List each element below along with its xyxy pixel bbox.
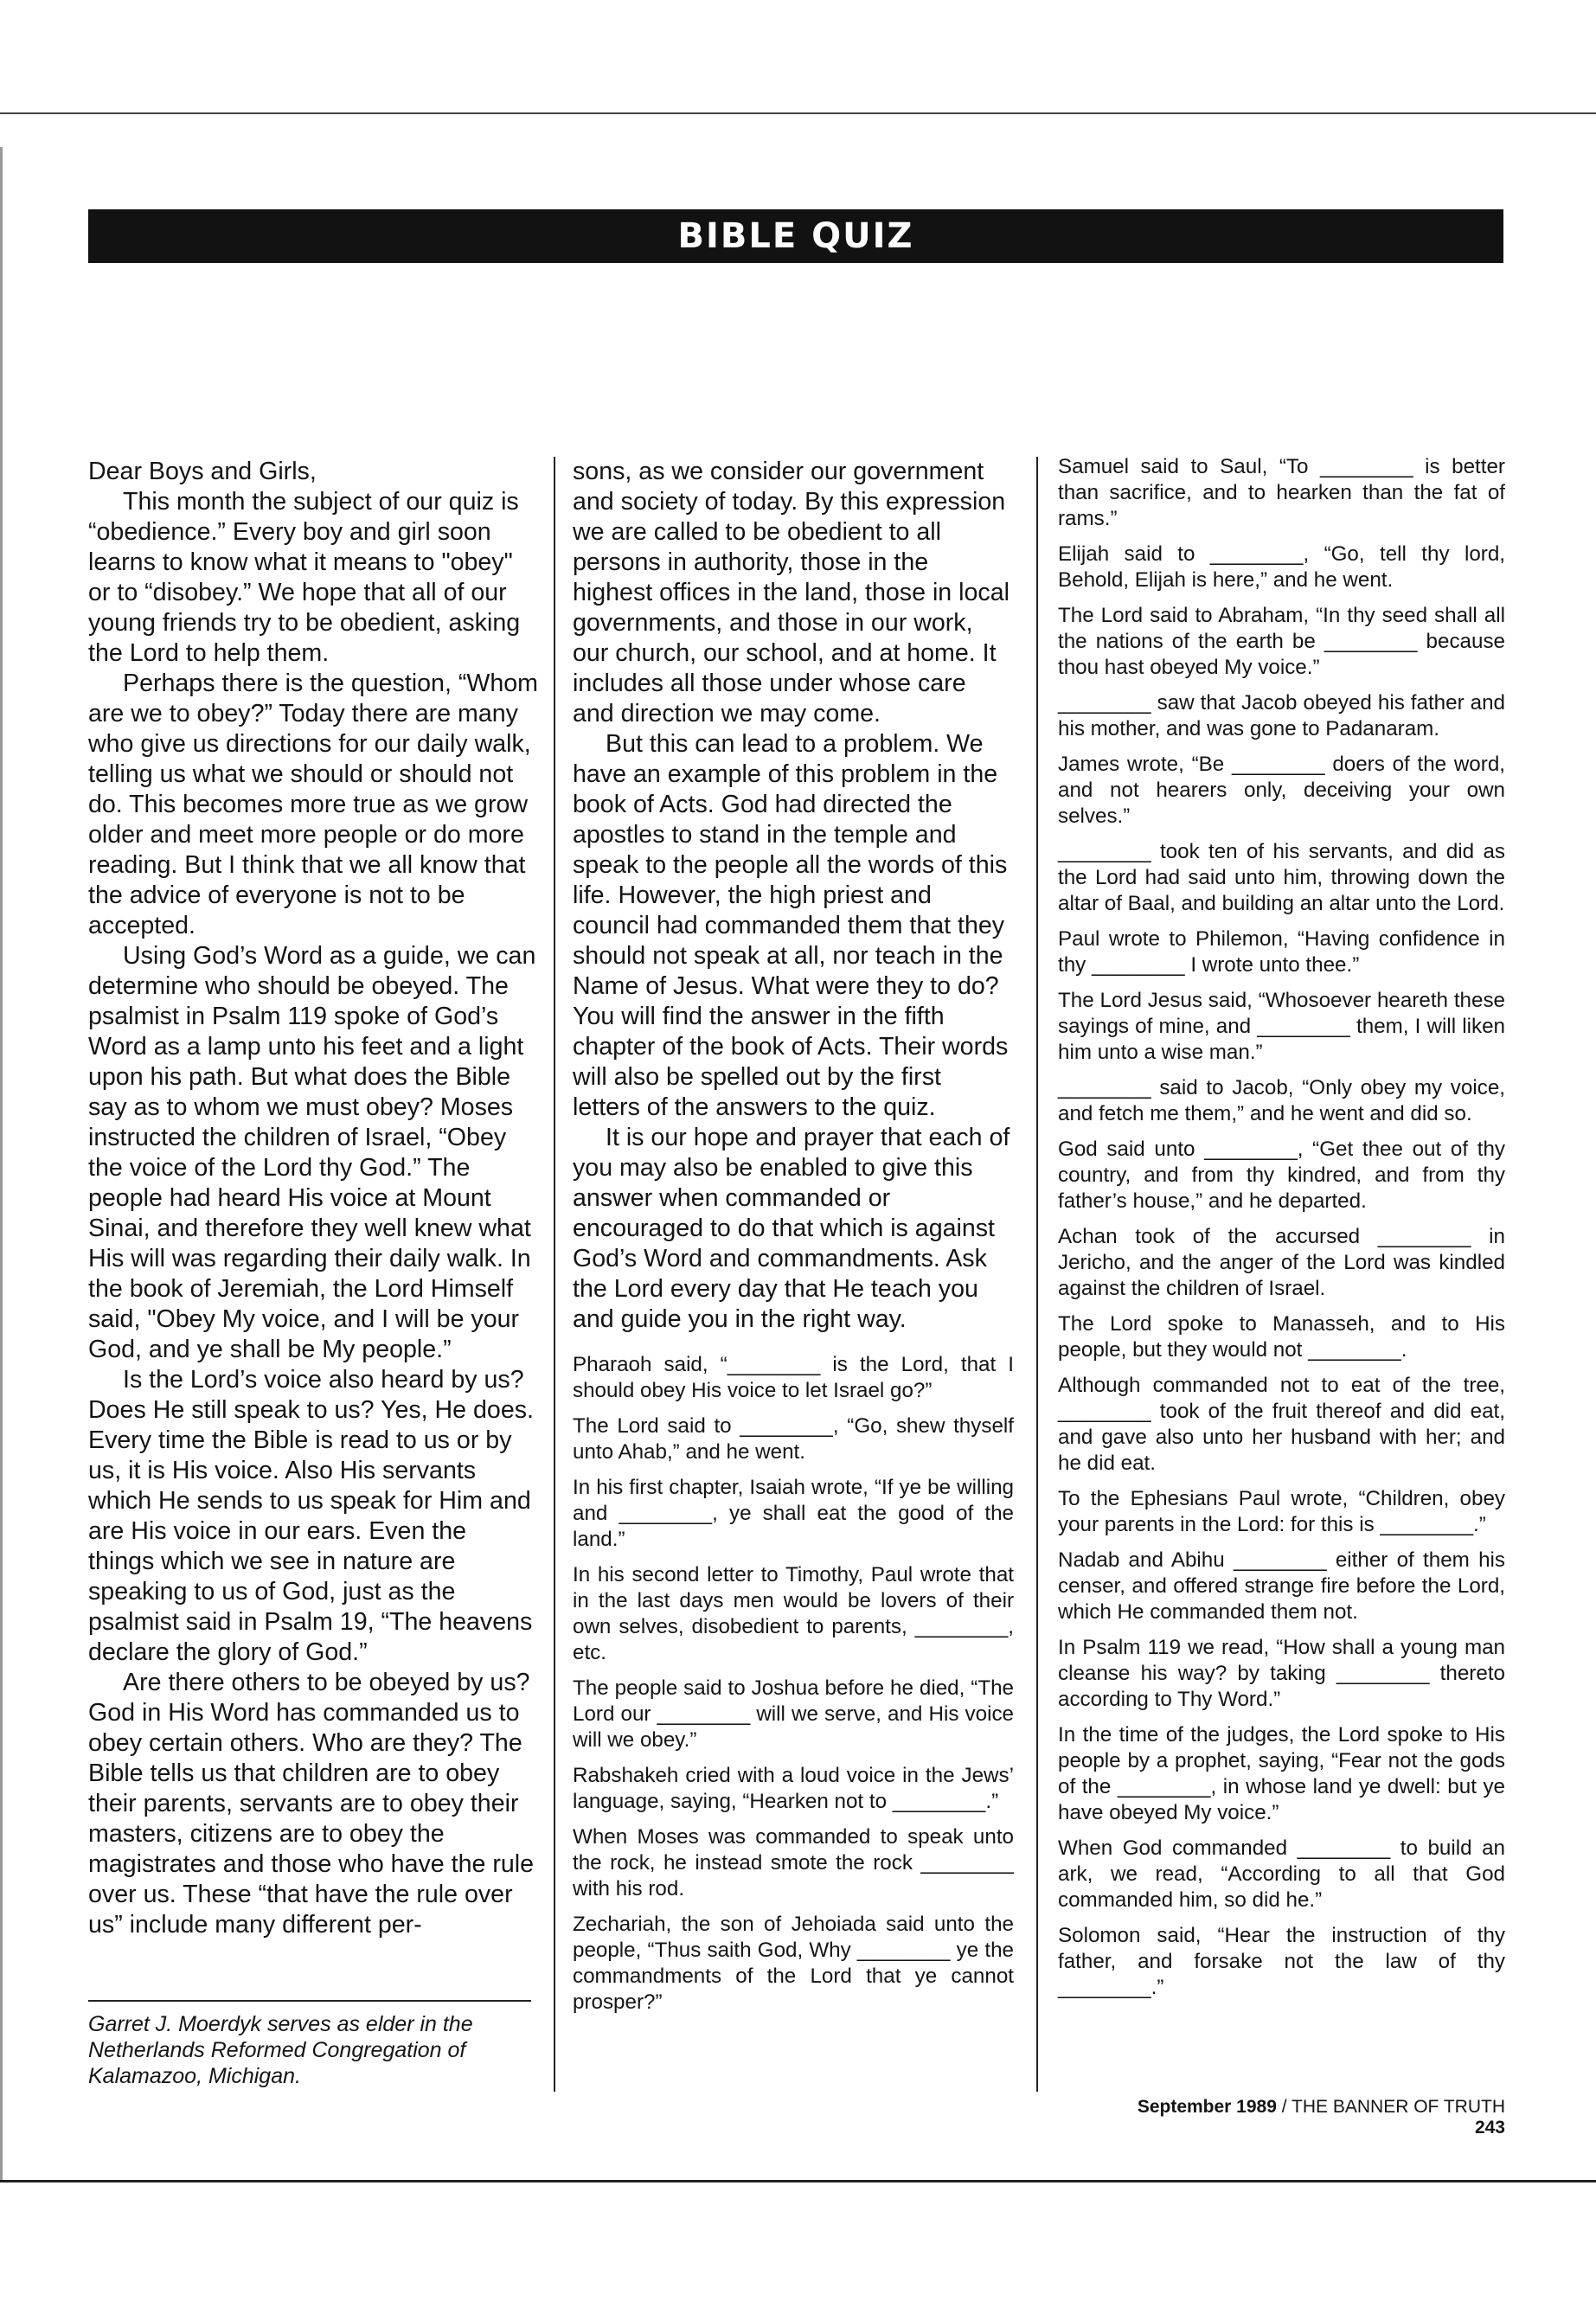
page-edge <box>0 147 3 2180</box>
intro-paragraph: This month the subject of our quiz is “obedience.” Every boy and girl soon learns to know what it means to "obey" or to “disobey.” We hope that all of our young friends try to be obedient, asking the Lord to help them. <box>88 488 521 667</box>
quiz-question: In his second letter to Timothy, Paul wrote that in the last days men would be lovers of their own selves, disobedient to parents, ________, etc. <box>573 1563 1014 1664</box>
quiz-list-col3 <box>1058 454 1505 2010</box>
quiz-question: The Lord Jesus said, “Whosoever heareth these sayings of mine, and ________ them, I will liken him unto a wise man.” <box>1058 989 1505 1064</box>
quiz-question: Solomon said, “Hear the instruction of thy father, and forsake not the law of thy ________.” <box>1058 1924 1505 1999</box>
quiz-question: The Lord spoke to Manasseh, and to His people, but they would not ________. <box>1058 1312 1505 1362</box>
author-note-rule <box>88 2000 531 2002</box>
quiz-question: Zechariah, the son of Jehoiada said unto the people, “Thus saith God, Why ________ ye the commandments of the Lord that ye cannot prosper?” <box>573 1913 1014 2014</box>
page-number: 243 <box>1474 2118 1505 2138</box>
quiz-question: ________ said to Jacob, “Only obey my voice, and fetch me them,” and he went and did so. <box>1058 1076 1505 1125</box>
quiz-question: In the time of the judges, the Lord spoke to His people by a prophet, saying, “Fear not the gods of the ________, in whose land ye dwell: but ye have obeyed My voice.” <box>1058 1723 1505 1824</box>
quiz-question: The people said to Joshua before he died, “The Lord our ________ will we serve, and His voice will we obey.” <box>573 1676 1014 1752</box>
intro-paragraph: Using God’s Word as a guide, we can determine who should be obeyed. The psalmist in Psalm 119 spoke of God’s Word as a lamp unto his feet and a light upon his path. But what does the Bible say as to whom we must obey? Moses instructed the children of Israel, “Obey the voice of the Lord thy God.” The people had heard His voice at Mount Sinai, and therefore they well knew what His will was regarding their daily walk. In the book of Jeremiah, the Lord Himself said, "Obey My voice, and I will be your God, and ye shall be My people.” <box>88 942 536 1363</box>
quiz-question: Although commanded not to eat of the tree, ________ took of the fruit thereof and did eat, and gave also unto her husband with her; and he did eat. <box>1058 1374 1505 1475</box>
footer-date: September 1989 <box>1137 2097 1277 2117</box>
quiz-question: In his first chapter, Isaiah wrote, “If ye be willing and ________, ye shall eat the good of the land.” <box>573 1476 1014 1551</box>
quiz-banner <box>88 209 1503 263</box>
quiz-question: James wrote, “Be ________ doers of the word, and not hearers only, deceiving your own selves.” <box>1058 753 1505 828</box>
intro-paragraph: Is the Lord’s voice also heard by us? Does He still speak to us? Yes, He does. Every time the Bible is read to us or by us, it is His voice. Also His servants which He sends to us speak for Him and are His voice in our ears. Even the things which we see in nature are speaking to us of God, just as the psalmist said in Psalm 19, “The heavens declare the glory of God.” <box>88 1366 534 1666</box>
quiz-question: To the Ephesians Paul wrote, “Children, obey your parents in the Lord: for this is ________.” <box>1058 1487 1505 1536</box>
quiz-question: Achan took of the accursed ________ in Jericho, and the anger of the Lord was kindled against the children of Israel. <box>1058 1225 1505 1300</box>
quiz-question: The Lord said to Abraham, “In thy seed shall all the nations of the earth be ________ because thou hast obeyed My voice.” <box>1058 604 1505 679</box>
quiz-question: Rabshakeh cried with a loud voice in the Jews’ language, saying, “Hearken not to ________.” <box>573 1764 1014 1813</box>
quiz-question: ________ saw that Jacob obeyed his father and his mother, and was gone to Padanaram. <box>1058 691 1505 740</box>
bottom-rule <box>0 2180 1596 2182</box>
greeting: Dear Boys and Girls, <box>88 458 317 485</box>
top-rule <box>0 112 1596 114</box>
quiz-question: When God commanded ________ to build an ark, we read, “According to all that God commanded him, so did he.” <box>1058 1836 1505 1912</box>
column-divider <box>1036 457 1038 2092</box>
quiz-question: ________ took ten of his servants, and did as the Lord had said unto him, throwing down the altar of Baal, and building an altar unto the Lord. <box>1058 840 1505 915</box>
intro-column-1 <box>88 457 538 1940</box>
footer-publication: THE BANNER OF TRUTH <box>1292 2097 1505 2117</box>
footer-separator: / <box>1276 2097 1292 2117</box>
author-note: Garret J. Moerdyk serves as elder in the Netherlands Reformed Congregation of Kalamazoo, Michigan. <box>88 2012 473 2088</box>
page-footer <box>1116 2097 1505 2138</box>
quiz-question: Pharaoh said, “________ is the Lord, that I should obey His voice to let Israel go?” <box>573 1353 1014 1402</box>
quiz-question: God said unto ________, “Get thee out of thy country, and from thy kindred, and from thy father’s house,” and he departed. <box>1058 1138 1505 1213</box>
intro-paragraph: Perhaps there is the question, “Whom are we to obey?” Today there are many who give us directions for our daily walk, telling us what we should or should not do. This becomes more true as we grow older and meet more people or do more reading. But I think that we all know that the advice of everyone is not to be accepted. <box>88 670 538 939</box>
quiz-list-col2 <box>573 1352 1014 2016</box>
intro-column-2 <box>573 457 1014 2025</box>
intro-paragraph: sons, as we consider our government and society of today. By this expression we are called to be obedient to all persons in authority, those in the highest offices in the land, those in local governments, and those in our work, our church, our school, and at home. It includes all those under whose care and direction we may come. <box>573 458 1010 727</box>
quiz-question: Samuel said to Saul, “To ________ is better than sacrifice, and to hearken than the fat of rams.” <box>1058 455 1505 530</box>
quiz-question: Elijah said to ________, “Go, tell thy lord, Behold, Elijah is here,” and he went. <box>1058 542 1505 592</box>
intro-paragraph: It is our hope and prayer that each of you may also be enabled to give this answer when commanded or encouraged to do that which is against God’s Word and commandments. Ask the Lord every day that He teach you and guide you in the right way. <box>573 1124 1010 1333</box>
intro-paragraph: Are there others to be obeyed by us? God in His Word has commanded us to obey certain others. Who are they? The Bible tells us that children are to obey their parents, servants are to obey their masters, citizens are to obey the magistrates and those who have the rule over us. These “that have the rule over us” include many different per- <box>88 1669 534 1939</box>
page-title: BIBLE QUIZ <box>677 216 914 256</box>
quiz-question: When Moses was commanded to speak unto the rock, he instead smote the rock ________ with his rod. <box>573 1825 1014 1900</box>
quiz-question: In Psalm 119 we read, “How shall a young man cleanse his way? by taking ________ thereto according to Thy Word.” <box>1058 1636 1505 1711</box>
quiz-question: Paul wrote to Philemon, “Having confidence in thy ________ I wrote unto thee.” <box>1058 927 1505 977</box>
column-divider <box>554 457 555 2092</box>
intro-paragraph: But this can lead to a problem. We have an example of this problem in the book of Acts. God had directed the apostles to stand in the temple and speak to the people all the words of this life. However, the high priest and council had commanded them that they should not speak at all, nor teach in the Name of Jesus. What were they to do? You will find the answer in the fifth chapter of the book of Acts. Their words will also be spelled out by the first letters of the answers to the quiz. <box>573 730 1009 1121</box>
quiz-question: The Lord said to ________, “Go, shew thyself unto Ahab,” and he went. <box>573 1414 1014 1464</box>
quiz-question: Nadab and Abihu ________ either of them his censer, and offered strange fire before the Lord, which He commanded them not. <box>1058 1548 1505 1624</box>
